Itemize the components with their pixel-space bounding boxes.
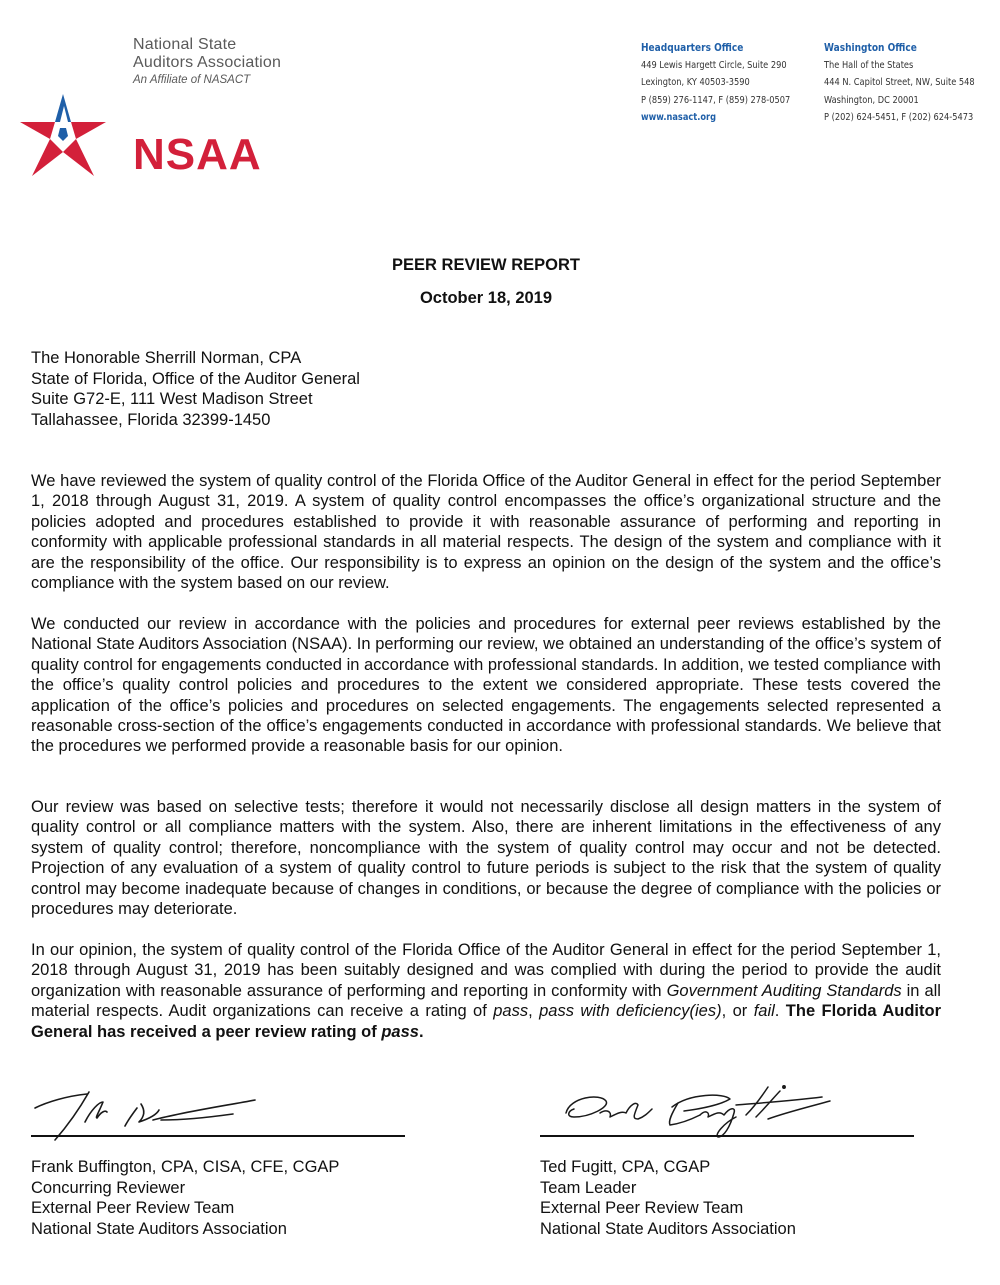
address-line3: Suite G72-E, 111 West Madison Street [31,390,313,408]
signature-frank-buffington [33,1080,273,1142]
paragraph-4-opinion [31,940,941,1042]
p4-sep-2: , or [721,1002,754,1021]
p4-text-1: In our opinion, the system of quality control of the Florida Office of the Auditor General in effect for the period September 1, 2018 through August 31, 2019 has been suitably designed and was complied with during the period to provide the audit organization with reasonable assurance of performing and reporting in conformity with [31,941,941,1000]
paragraph-3: Our review was based on selective tests; therefore it would not necessarily disclose all design matters in the system of quality control or all compliance matters with the system. Also, there are inherent limitations in the effectiveness of any system of quality control; therefore, noncompliance with the system of quality control may occur and not be detected. Projection of any evaluation of a system of quality control to future periods is subject to the risk that the system of quality control may become inadequate because of changes in conditions, or because the degree of compliance with the policies or procedures may deteriorate. [31,798,941,919]
p4-rating-pass: pass [493,1002,529,1021]
nsaa-star-logo-icon [20,92,132,180]
dc-address-line3: Washington, DC 20001 [824,94,919,106]
washington-office-block [824,40,1000,126]
headquarters-office-block [641,40,811,126]
address-line4: Tallahassee, Florida 32399-1450 [31,410,271,429]
signer-block-2 [540,1157,796,1239]
hq-address-line1: 449 Lewis Hargett Circle, Suite 290 [641,60,787,72]
signer-role: Team Leader [540,1178,637,1197]
recipient-address [31,348,360,430]
dc-address-line1: The Hall of the States [824,60,914,72]
signer-role: Concurring Reviewer [31,1178,186,1197]
signer-name: Frank Buffington, CPA, CISA, CFE, CGAP [31,1158,340,1176]
signer-org: National State Auditors Association [31,1219,287,1238]
address-line2: State of Florida, Office of the Auditor General [31,369,360,388]
signer-org: National State Auditors Association [540,1219,796,1238]
p4-end: . [418,1022,424,1041]
p4-sep-3: . [774,1002,786,1021]
dc-title: Washington Office [824,42,917,54]
p4-rating-pass-with-deficiencies: pass with deficiency(ies) [539,1002,722,1021]
report-title: PEER REVIEW REPORT [392,256,580,274]
address-line1: The Honorable Sherrill Norman, CPA [31,349,302,367]
paragraph-1: We have reviewed the system of quality control of the Florida Office of the Auditor General in effect for the period September 1, 2018 through August 31, 2019. A system of quality control encompasses the office’s organizational structure and the policies adopted and procedures established to provide it with reasonable assurance of performing and reporting in conformity with applicable professional standards in all material respects. The design of the system and compliance with it are the responsibility of the office. Our responsibility is to express an opinion on the design of the system and the office’s compliance with the system based on our review. [31,472,941,593]
org-affiliate: An Affiliate of NASACT [133,74,251,86]
signature-ted-fugitt [560,1083,850,1139]
paragraph-2: We conducted our review in accordance with the policies and procedures for external peer reviews established by the National State Auditors Association (NSAA). In performing our review, we obtained an understanding of the office’s system of quality control for engagements conducted in accordance with professional standards. In addition, we tested compliance with the office’s quality control policies and procedures to the extent we considered appropriate. These tests covered the application of the office’s policies and procedures on selected engagements. The engagements selected represented a reasonable cross-section of the office’s engagements conducted in accordance with professional standards. We believe that the procedures we performed provide a reasonable basis for our opinion. [31,615,941,756]
report-date: October 18, 2019 [419,289,553,307]
org-name [133,36,281,72]
hq-phone: P (859) 276-1147, F (859) 278-0507 [641,94,791,106]
signature-line-1 [31,1135,405,1137]
signature-line-2 [540,1135,914,1137]
org-name-line1: National State [133,36,237,53]
dc-address-line2: 444 N. Capitol Street, NW, Suite 548 [824,77,975,89]
p4-text-2: in all material respects. Audit organizations can receive a rating of [31,981,941,1021]
p4-gas-italic: Government Auditing Standards [666,981,902,1000]
p4-rating-fail: fail [753,1002,775,1021]
signer-block-1 [31,1157,339,1239]
hq-title: Headquarters Office [641,42,744,54]
org-name-line2: Auditors Association [133,54,282,71]
signer-team: External Peer Review Team [540,1199,744,1217]
dc-phone: P (202) 624-5451, F (202) 624-5473 [824,111,974,123]
p4-bold-text: The Florida Auditor General has received a peer review rating of [31,1002,942,1041]
hq-address-line2: Lexington, KY 40503-3590 [641,77,750,89]
p4-bold-pass: pass [381,1022,419,1041]
p4-sep-1: , [528,1002,540,1021]
signer-name: Ted Fugitt, CPA, CGAP [540,1158,711,1176]
website-link[interactable]: www.nasact.org [641,111,717,123]
signer-team: External Peer Review Team [31,1199,235,1217]
nsaa-logo-text: NSAA [133,130,262,179]
